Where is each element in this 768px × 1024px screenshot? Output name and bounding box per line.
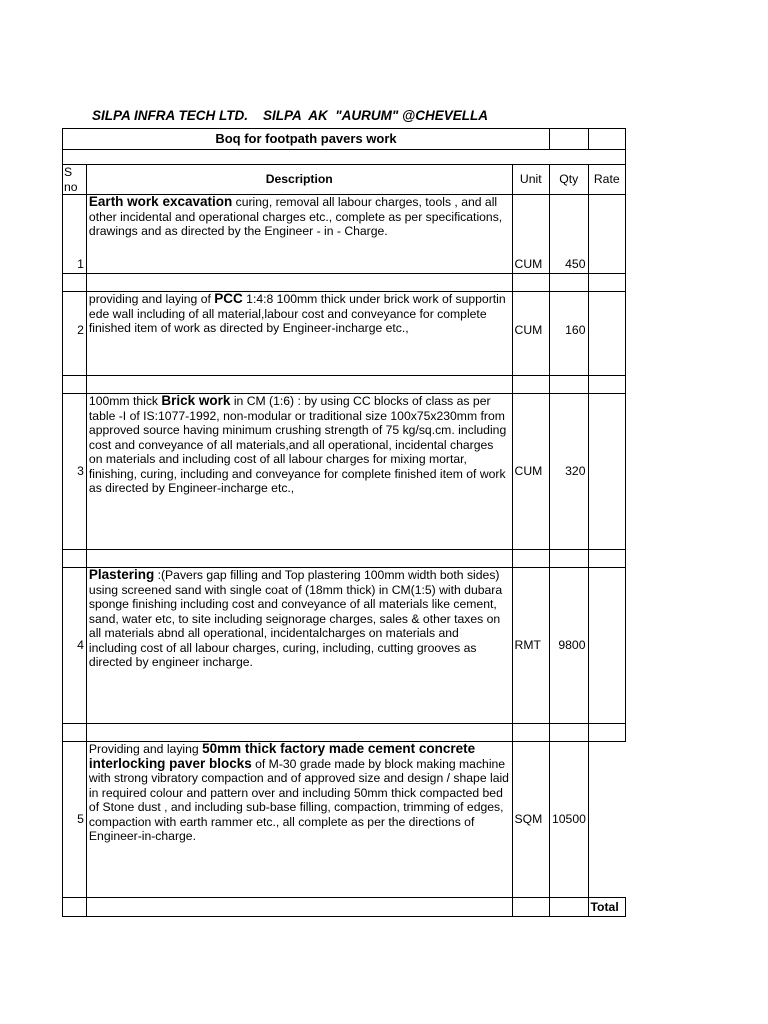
- item-qty: 160: [550, 292, 589, 376]
- boq-title: Boq for footpath pavers work: [63, 129, 550, 150]
- total-row: [63, 898, 626, 917]
- item-sno: 5: [63, 742, 87, 898]
- desc-text: curing, removal all labour charges, tools , and all other incidental and operational charges etc., complete as per specifications, drawings and as directed by the Engineer - in - Charge.: [88, 195, 503, 238]
- table-row: [63, 292, 626, 376]
- title-empty-cell: [550, 129, 589, 150]
- gap-row: [63, 150, 626, 165]
- item-sno: 1: [63, 195, 87, 274]
- item-qty: 9800: [550, 568, 589, 724]
- item-qty: 450: [550, 195, 589, 274]
- item-unit: RMT: [512, 568, 549, 724]
- item-rate: [588, 568, 626, 724]
- col-rate-header: Rate: [588, 165, 626, 195]
- item-unit: CUM: [512, 394, 549, 550]
- item-sno: 4: [63, 568, 87, 724]
- desc-text: providing and laying of: [88, 292, 215, 306]
- col-sno-header: S no: [63, 165, 87, 195]
- desc-keyword: Brick work: [161, 393, 231, 408]
- item-unit: CUM: [512, 195, 549, 274]
- table-row: [63, 195, 626, 274]
- spacer-row: [63, 274, 626, 292]
- table-row: [63, 394, 626, 550]
- item-qty: 10500: [550, 742, 589, 898]
- col-qty-header: Qty: [550, 165, 589, 195]
- item-qty: 320: [550, 394, 589, 550]
- desc-text: 1:4:8 100mm thick under brick work of supportin ede wall including of all material,labour cost and conveyance for complete finished item of work as directed by Engineer-incharge etc.,: [88, 292, 506, 335]
- item-sno: 3: [63, 394, 87, 550]
- title-row: [63, 129, 626, 150]
- total-label: Total: [588, 898, 626, 917]
- item-rate: [588, 742, 626, 898]
- desc-keyword: PCC: [214, 291, 243, 306]
- title-empty-cell: [588, 129, 626, 150]
- spacer-row: [63, 550, 626, 568]
- item-rate: [588, 394, 626, 550]
- item-unit: SQM: [512, 742, 549, 898]
- item-description: [86, 195, 512, 274]
- column-header-row: [63, 165, 626, 195]
- boq-table: [62, 128, 626, 917]
- desc-text: 100mm thick: [88, 394, 162, 408]
- item-description: [86, 742, 512, 898]
- item-description: [86, 292, 512, 376]
- desc-text: of M-30 grade made by block making machine with strong vibratory compaction and of approved size and design / shape laid in required colour and pattern over and including 50mm thick compacted bed of Stone dust , and including sub-base filling, compaction, trimming of edges, compaction with earth rammer etc., all complete as per the directions of Engineer-in-charge.: [88, 756, 509, 843]
- company-header: SILPA INFRA TECH LTD. SILPA AK "AURUM" @CHEVELLA: [92, 108, 488, 123]
- col-unit-header: Unit: [512, 165, 549, 195]
- desc-keyword: Earth work excavation: [88, 194, 233, 209]
- item-description: [86, 568, 512, 724]
- table-row: [63, 568, 626, 724]
- desc-keyword: 50mm thick factory made cement concrete interlocking paver blocks: [88, 741, 476, 771]
- item-unit: CUM: [512, 292, 549, 376]
- desc-keyword: Plastering: [88, 567, 155, 582]
- item-rate: [588, 292, 626, 376]
- item-description: [86, 394, 512, 550]
- spacer-row: [63, 724, 626, 742]
- desc-text: :(Pavers gap filling and Top plastering 100mm width both sides) using screened sand with single coat of (18mm thick) in CM(1:5) with dubara sponge finishing including cost and conveyance of all materials like cement, sand, water etc, to site including seignorage charges, sales & other taxes on all materials abnd all operational, incidentalcharges on materials and including cost of all labour charges, curing, including, cutting grooves as directed by engineer incharge.: [88, 568, 503, 669]
- spacer-row: [63, 376, 626, 394]
- desc-text: in CM (1:6) : by using CC blocks of class as per table -I of IS:1077-1992, non-modular or traditional size 100x75x230mm from approved source having minimum crushing strength of 75 kg/sq.cm. including cost and conveyance of all materials,and all operational, incidental charges on materials and including cost of all labour charges for mixing mortar, finishing, curing, including and conveyance for complete finished item of work as directed by Engineer-incharge etc.,: [88, 394, 507, 495]
- table-row: [63, 742, 626, 898]
- item-sno: 2: [63, 292, 87, 376]
- col-description-header: Description: [86, 165, 512, 195]
- desc-text: Providing and laying: [88, 742, 203, 756]
- item-rate: [588, 195, 626, 274]
